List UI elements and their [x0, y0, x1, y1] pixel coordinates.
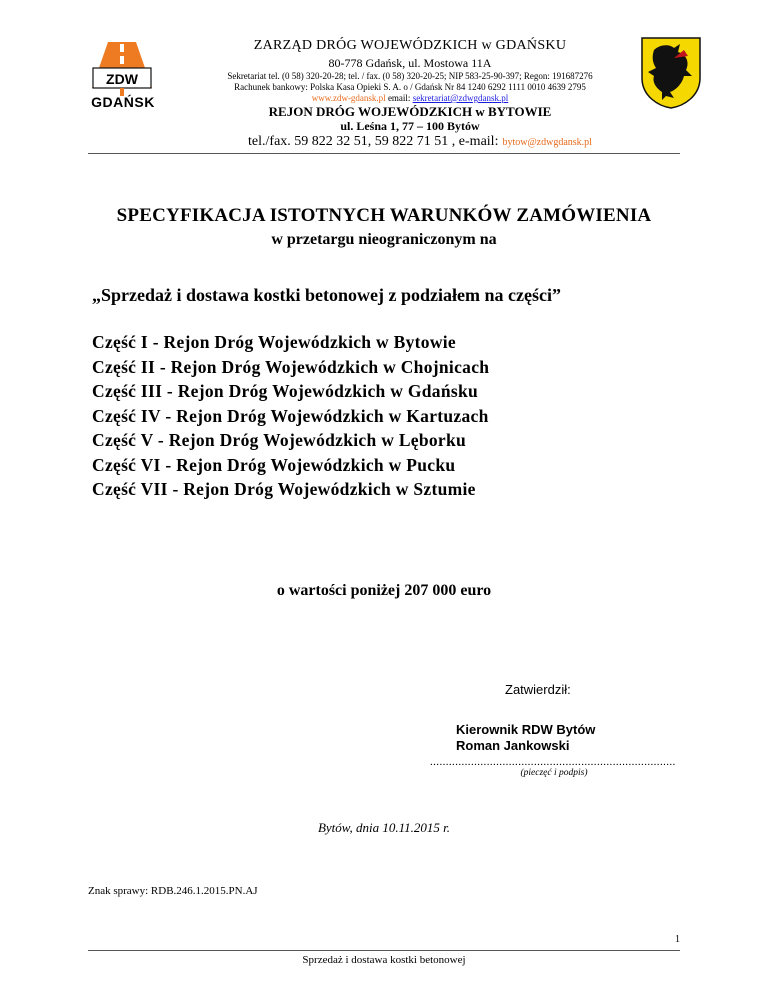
logo-text: ZDW — [106, 71, 138, 87]
parts-list — [92, 330, 712, 502]
organization-title: ZARZĄD DRÓG WOJEWÓDZKICH w GDAŃSKU — [253, 38, 567, 53]
contract-value: o wartości poniżej 207 000 euro — [276, 582, 492, 599]
approver-role: Kierownik RDW Bytów — [456, 722, 596, 737]
document-subject: „Sprzedaż i dostawa kostki betonowej z podziałem na części” — [92, 285, 561, 305]
secretariat-email-link[interactable]: sekretariat@zdwgdansk.pl — [412, 93, 509, 103]
district-contact — [160, 134, 680, 150]
document-subtitle: w przetargu nieograniczonym na — [271, 231, 497, 248]
list-item: Część IV - Rejon Dróg Wojewódzkich w Kartuzach — [92, 405, 489, 426]
list-item: Część V - Rejon Dróg Wojewódzkich w Lęborku — [92, 430, 467, 450]
list-item: Część VII - Rejon Dróg Wojewódzkich w Sztumie — [92, 479, 476, 499]
email-label: email: — [387, 93, 411, 103]
list-item: Część III - Rejon Dróg Wojewódzkich w Gdańsku — [92, 381, 479, 401]
approved-label: Zatwierdził: — [505, 682, 571, 697]
website-link[interactable]: www.zdw-gdansk.pl — [311, 93, 386, 103]
district-address: ul. Leśna 1, 77 – 100 Bytów — [340, 119, 480, 133]
zdw-logo — [78, 40, 168, 112]
header-divider — [88, 153, 680, 154]
district-phone: tel./fax. 59 822 32 51, 59 822 71 51 , e-mail: — [248, 134, 499, 149]
footer-divider — [88, 950, 680, 951]
district-email-link[interactable]: bytow@zdwgdansk.pl — [502, 137, 592, 148]
signature-caption: (pieczęć i podpis) — [520, 768, 588, 778]
case-reference: Znak sprawy: RDB.246.1.2015.PN.AJ — [88, 885, 258, 897]
web-line — [160, 93, 660, 103]
list-item: Część VI - Rejon Dróg Wojewódzkich w Pucku — [92, 454, 456, 475]
list-item: Część II - Rejon Dróg Wojewódzkich w Chojnicach — [92, 356, 490, 377]
district-title: REJON DRÓG WOJEWÓDZKICH w BYTOWIE — [268, 104, 552, 119]
organization-address: 80-778 Gdańsk, ul. Mostowa 11A — [328, 56, 492, 70]
secretariat-info: Sekretariat tel. (0 58) 320-20-28; tel. / fax. (0 58) 320-20-25; NIP 583-25-90-397; Regon: 191687276 — [227, 71, 593, 81]
list-item: Część I - Rejon Dróg Wojewódzkich w Bytowie — [92, 332, 456, 352]
document-title: SPECYFIKACJA ISTOTNYCH WARUNKÓW ZAMÓWIENIA — [116, 205, 652, 226]
approver-name: Roman Jankowski — [456, 738, 570, 753]
footer-text: Sprzedaż i dostawa kostki betonowej — [302, 954, 466, 966]
page-number: 1 — [675, 934, 680, 945]
place-and-date: Bytów, dnia 10.11.2015 r. — [317, 820, 451, 835]
logo-city: GDAŃSK — [91, 94, 155, 110]
bank-account-info: Rachunek bankowy: Polska Kasa Opieki S. A. o / Gdańsk Nr 84 1240 6292 1111 0010 4639 2795 — [234, 82, 586, 92]
signature-line: .............................................................................. — [430, 756, 676, 768]
